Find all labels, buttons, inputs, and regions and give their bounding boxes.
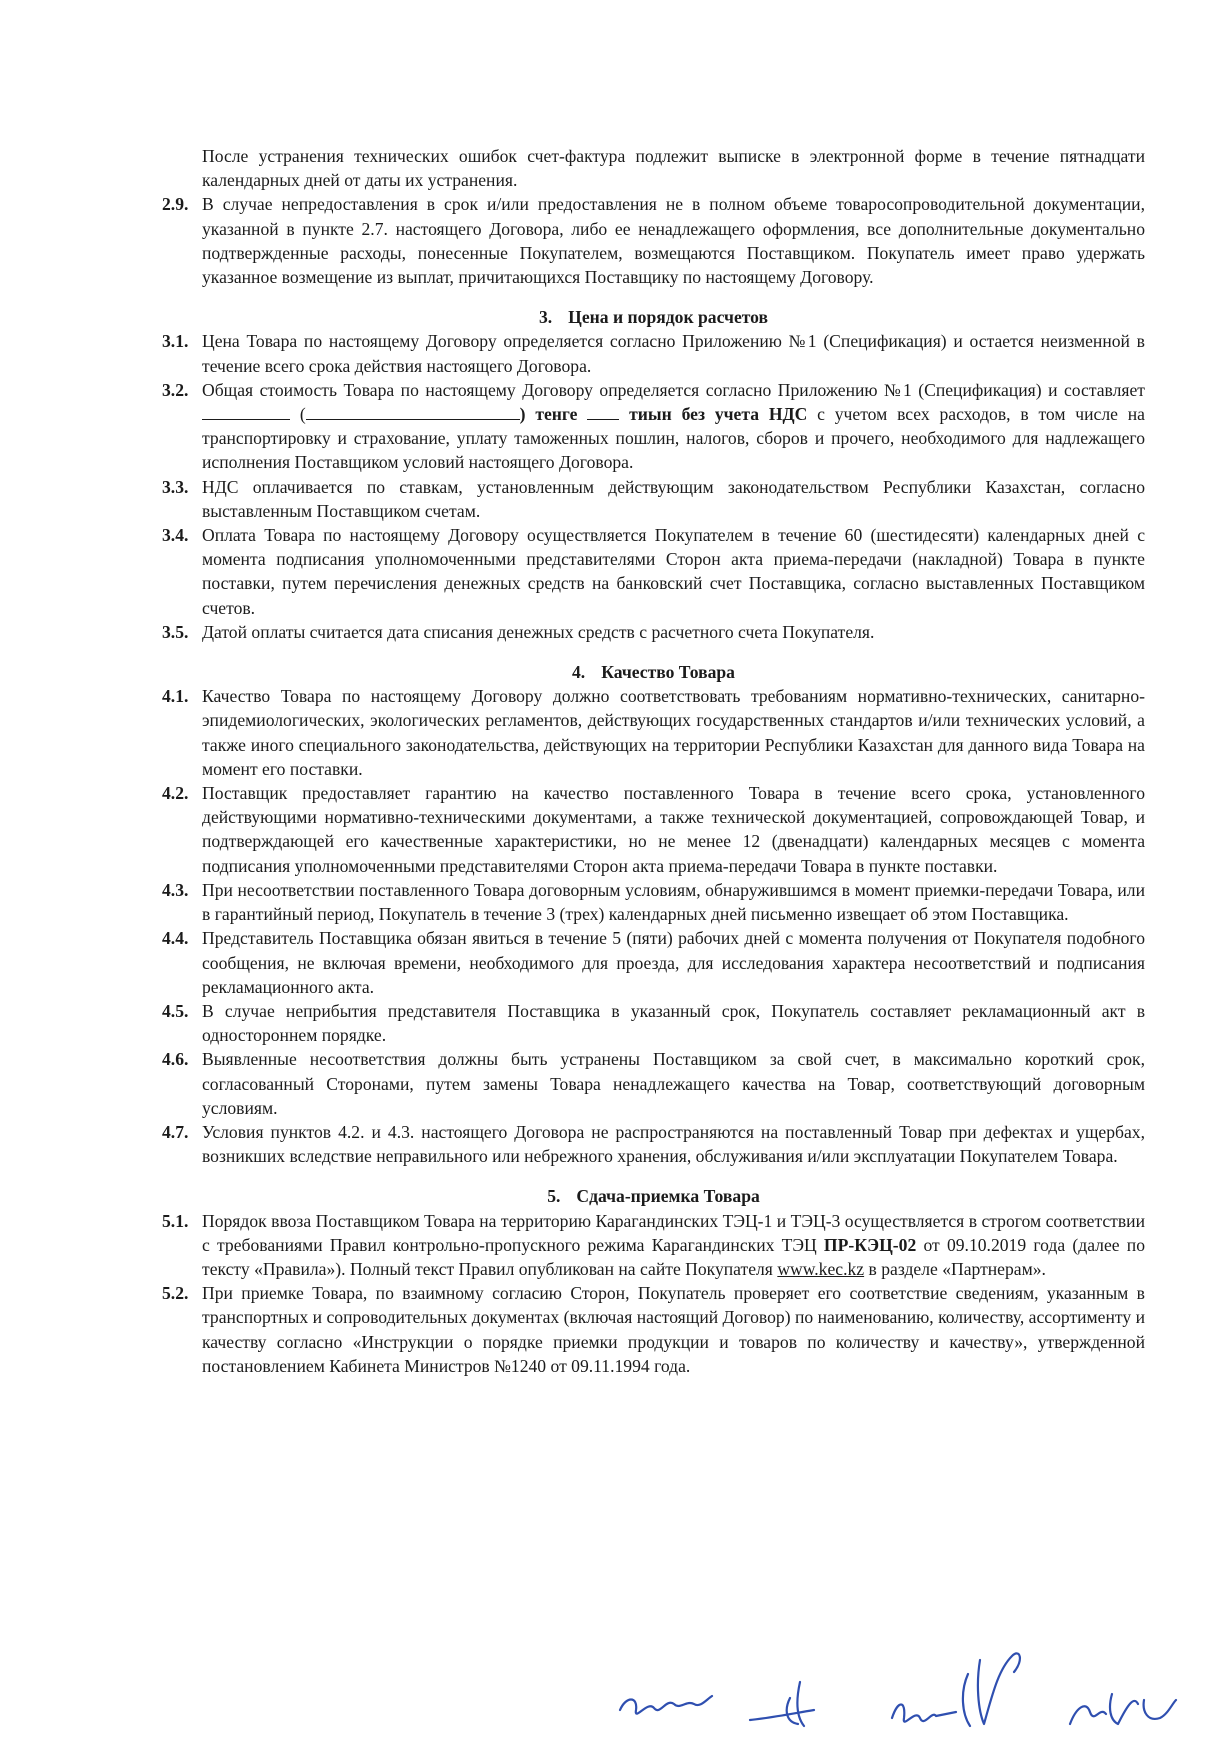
price-words-blank: [306, 402, 520, 420]
entry-rules-text-a: Порядок ввоза Поставщиком Товара на территорию Карагандинских ТЭЦ-1 и ТЭЦ-3 осуществляется в строгом соответствии с требованиями Правил контрольно-пропускного режима Карагандинских ТЭЦ: [202, 1210, 1145, 1255]
clause-number: 3.2.: [162, 379, 189, 400]
price-amount-blank: [202, 402, 290, 420]
clause-4-7: [162, 1120, 1145, 1168]
section-5-heading: [162, 1184, 1145, 1208]
clause-number: 4.6.: [162, 1049, 189, 1070]
clause-text: При несоответствии поставленного Товара договорным условиям, обнаружившимся в момент приемки-передачи Товара, или в гарантийный период, Покупатель в течение 3 (трех) календарных дней письменно извещает об этом Поставщика.: [202, 879, 1145, 925]
currency-label: ) тенге: [519, 404, 578, 425]
clause-number: 4.3.: [162, 879, 189, 900]
section-title: Сдача-приемка Товара: [576, 1186, 760, 1207]
clause-text: Датой оплаты считается дата списания денежных средств с расчетного счета Покупателя.: [202, 621, 875, 642]
price-text-a: Общая стоимость Товара по настоящему Договору определяется согласно Приложению №1 (Спецификация) и составляет: [202, 379, 1145, 400]
clause-text: Представитель Поставщика обязан явиться в течение 5 (пяти) рабочих дней с момента получения от Покупателя подобного сообщения, не включая времени, необходимого для проезда, для исследования характера несоответствий и подписания рекламационного акта.: [202, 928, 1145, 997]
clause-4-5: [162, 999, 1145, 1047]
clause-5-2: [162, 1281, 1145, 1378]
clause-number: 3.3.: [162, 476, 189, 497]
clause-4-2: [162, 781, 1145, 878]
clause-3-1: [162, 329, 1145, 377]
clause-number: 3.5.: [162, 621, 189, 642]
signature-mark-3: [892, 1653, 1020, 1726]
clause-3-5: [162, 620, 1145, 644]
clause-text: Условия пунктов 4.2. и 4.3. настоящего Договора не распространяются на поставленный Товар при дефектах и ущербах, возникших вследствие неправильного или небрежного хранения, обслуживания и/или эксплуатации Покупателем Товара.: [202, 1121, 1145, 1167]
clause-3-4: [162, 523, 1145, 620]
clause-text: При приемке Товара, по взаимному согласию Сторон, Покупатель проверяет его соответствие сведениям, указанным в транспортных и сопроводительных документах (включая настоящий Договор) по наименованию, количеству, ассортименту и качеству согласно «Инструкции о порядке приемки продукции и товаров по количеству и качеству», утвержденной постановлением Кабинета Министров №1240 от 09.11.1994 года.: [202, 1283, 1145, 1376]
rules-code: ПР-КЭЦ-02: [823, 1234, 917, 1255]
clause-text: [202, 1209, 1145, 1282]
clause-number: 4.1.: [162, 686, 189, 707]
clause-text: НДС оплачивается по ставкам, установленным действующим законодательством Республики Казахстан, согласно выставленным Поставщиком счетам.: [202, 476, 1145, 521]
section-number: 5.: [547, 1186, 561, 1207]
clause-text: Выявленные несоответствия должны быть устранены Поставщиком за свой счет, в максимально короткий срок, согласованный Сторонами, путем замены Товара ненадлежащего качества на Товар, соответствующий договорным условиям.: [202, 1049, 1145, 1118]
clause-text: В случае непредоставления в срок и/или предоставления не в полном объеме товаросопроводительной документации, указанной в пункте 2.7. настоящего Договора, либо ее ненадлежащего оформления, все дополнительные документально подтвержденные расходы, понесенные Покупателем, возмещаются Поставщиком. Покупатель имеет право удержать указанное возмещение из выплат, причитающихся Поставщику по настоящему Договору.: [202, 194, 1145, 288]
section-title: Цена и порядок расчетов: [568, 307, 769, 328]
entry-rules-text-c: в разделе «Партнерам».: [868, 1258, 1046, 1279]
section-number: 3.: [538, 307, 553, 328]
clause-number: 3.1.: [162, 331, 189, 352]
clause-4-6: [162, 1047, 1145, 1120]
clause-4-4: [162, 926, 1145, 999]
clause-number: 4.4.: [162, 928, 189, 949]
vat-note: тиын без учета НДС: [629, 404, 808, 425]
clause-text: Цена Товара по настоящему Договору определяется согласно Приложению №1 (Спецификация) и остается неизменной в течение всего срока действия настоящего Договора.: [202, 331, 1145, 376]
clause-text: Оплата Товара по настоящему Договору осуществляется Покупателем в течение 60 (шестидесяти) календарных дней с момента подписания уполномоченными представителями Сторон акта приема-передачи (накладной) Товара в пункте поставки, путем перечисления денежных средств на банковский счет Поставщика, согласно выставленных Поставщиком счетов.: [202, 525, 1145, 618]
clause-number: 3.4.: [162, 525, 189, 546]
section-title: Качество Товара: [601, 662, 735, 683]
website-link[interactable]: www.kec.kz: [777, 1258, 865, 1279]
clause-2-9: [162, 192, 1145, 289]
contract-text: [162, 144, 1145, 1378]
clause-text: В случае неприбытия представителя Поставщика в указанный срок, Покупатель составляет рекламационный акт в одностороннем порядке.: [202, 1000, 1145, 1046]
clause-text: Поставщик предоставляет гарантию на качество поставленного Товара в течение всего срока, установленного действующими нормативно-техническими документами, а также технической документацией, сопровождающей Товар, и подтверждающей его качественные характеристики, но не менее 12 (двенадцати) календарных месяцев с момента подписания уполномоченными представителями Сторон акта приема-передачи Товара в пункте поставки.: [202, 783, 1145, 876]
clause-4-1: [162, 684, 1145, 781]
clause-text: Качество Товара по настоящему Договору должно соответствовать требованиям нормативно-технических, санитарно-эпидемиологических, экологических регламентов, действующих государственных стандартов и/или технических условий, а также иного специального законодательства, действующих на территории Республики Казахстан для данного вида Товара на момент его поставки.: [202, 686, 1145, 779]
signature-mark-2: [750, 1682, 814, 1726]
section-3-heading: [162, 305, 1145, 329]
clause-number: 5.1.: [162, 1210, 189, 1231]
tiyn-blank: [587, 402, 619, 420]
clause-4-3: [162, 878, 1145, 926]
signature-mark-4: [1070, 1694, 1176, 1724]
clause-number: 4.5.: [162, 1000, 189, 1021]
clause-text: [202, 378, 1145, 475]
clause-3-3: [162, 475, 1145, 523]
clause-number: 2.9.: [162, 194, 189, 215]
continuation-paragraph: После устранения технических ошибок счет-фактура подлежит выписке в электронной форме в течение пятнадцати календарных дней от даты их устранения.: [202, 146, 1145, 191]
clause-number: 4.2.: [162, 783, 189, 804]
open-paren: (: [299, 404, 306, 425]
entry-rules-text-b: от 09.10.2019 года (далее по тексту «Правила»). Полный текст Правил опубликован на сайте Покупателя: [202, 1234, 1145, 1279]
price-text-d: с учетом всех расходов, в том числе на транспортировку и страхование, уплату таможенных пошлин, налогов, сборов и прочего, необходимого для надлежащего исполнения Поставщиком условий настоящего Договора.: [202, 404, 1145, 473]
handwritten-signatures: [600, 1600, 1200, 1740]
clause-number: 4.7.: [162, 1121, 189, 1142]
clause-3-2: [162, 378, 1145, 475]
section-number: 4.: [572, 662, 586, 683]
section-4-heading: [162, 660, 1145, 684]
clause-number: 5.2.: [162, 1283, 189, 1304]
signature-mark-1: [620, 1696, 712, 1714]
clause-5-1: [162, 1209, 1145, 1282]
